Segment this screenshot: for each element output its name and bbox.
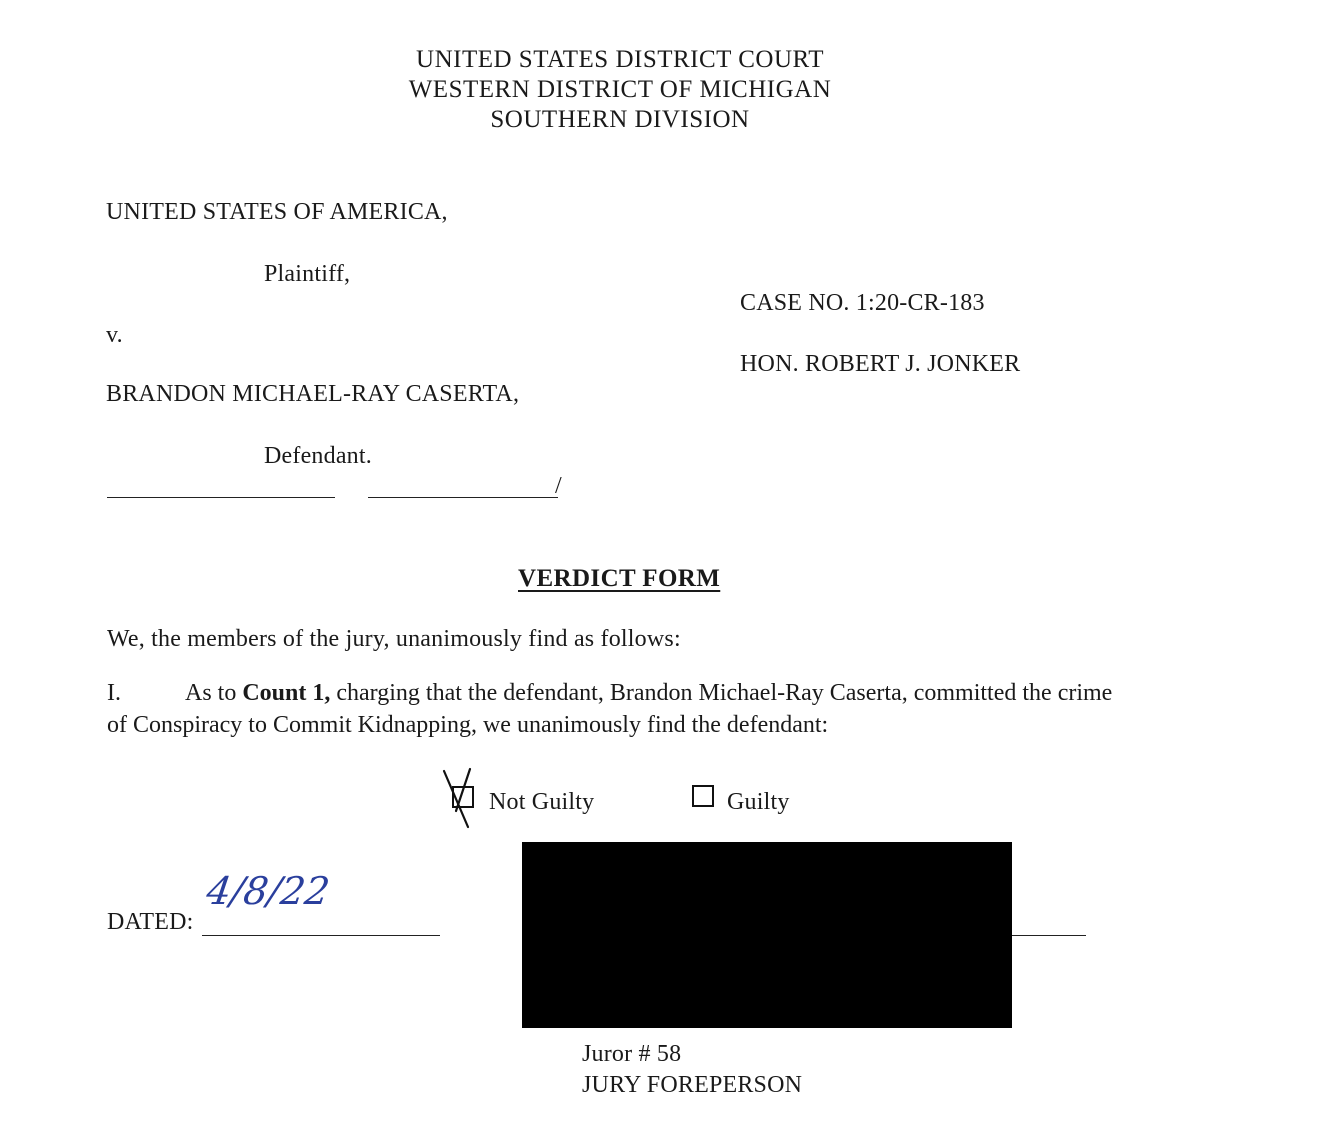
court-name: UNITED STATES DISTRICT COURT [416,46,824,73]
versus: v. [106,322,123,348]
caption-rule-left [107,497,335,498]
case-number: CASE NO. 1:20-CR-183 [740,290,985,316]
date-line [202,935,440,936]
form-title: VERDICT FORM [518,565,721,592]
count-text: charging that the defendant, Brandon Michael-Ray Caserta, committed the crime of Conspiracy to Commit Kidnapping, we unanimously find the defendant: [107,680,1113,738]
handwritten-date: 4/8/22 [203,869,333,913]
redaction-block [522,842,1012,1028]
court-district: WESTERN DISTRICT OF MICHIGAN [408,76,832,103]
not-guilty-label: Not Guilty [489,789,595,815]
court-division: SOUTHERN DIVISION [490,106,750,133]
guilty-checkbox[interactable] [692,785,714,807]
count-paragraph [107,677,1137,741]
juror-number: Juror # 58 [582,1041,682,1067]
handwritten-check-mark [442,767,490,839]
defendant-name: BRANDON MICHAEL-RAY CASERTA, [106,381,520,407]
signature-line [1012,935,1086,936]
dated-label: DATED: [107,909,194,935]
judge-name: HON. ROBERT J. JONKER [740,351,1021,377]
plaintiff-name: UNITED STATES OF AMERICA, [106,199,448,225]
count-number: I. [107,680,121,706]
caption-slash: / [555,473,562,499]
caption-rule-right [368,497,558,498]
guilty-label: Guilty [727,789,790,815]
plaintiff-role: Plaintiff, [264,261,351,287]
not-guilty-checkbox[interactable] [452,786,474,808]
jury-intro: We, the members of the jury, unanimously find as follows: [107,626,681,652]
foreperson-label: JURY FOREPERSON [582,1072,803,1098]
defendant-role: Defendant. [264,443,372,469]
count-prefix: As to [185,680,243,706]
count-label: Count 1, [242,680,331,706]
